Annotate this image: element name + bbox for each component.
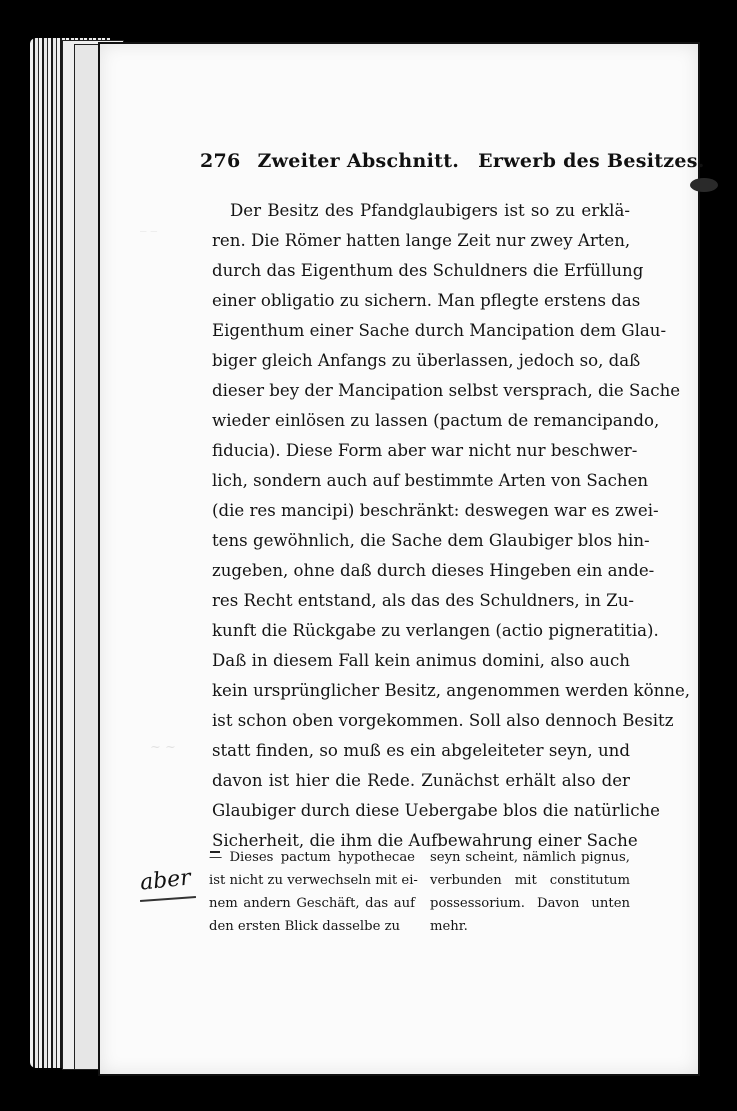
text-line: fiducia). Diese Form aber war nicht nur beschwer- (212, 441, 638, 460)
text-line: (die res mancipi) beschränkt: deswegen war es zwei- (212, 501, 659, 520)
handwritten-margin-note: aber (138, 865, 192, 896)
text-line: Glaubiger durch diese Uebergabe blos die natürliche (212, 801, 661, 820)
text-line: Sicherheit, die ihm die Aufbewahrung einer Sache (212, 831, 638, 850)
footnote-line: possessorium. Davon unten (430, 896, 630, 911)
text-line: kein ursprünglicher Besitz, angenommen werden könne, (212, 681, 691, 700)
text-line: Der Besitz des Pfandglaubigers ist so zu erklä- (230, 201, 630, 220)
text-line: wieder einlösen zu lassen (pactum de remancipando, (212, 411, 660, 430)
section-label: Zweiter Abschnitt. (257, 150, 460, 172)
text-line: ist schon oben vorgekommen. Soll also dennoch Besitz (212, 711, 674, 730)
footnote-line: mehr. (430, 919, 468, 934)
footnote-line: verbunden mit constitutum (430, 873, 630, 888)
text-line: biger gleich Anfangs zu überlassen, jedoch so, daß (212, 351, 641, 370)
footnote-line: den ersten Blick dasselbe zu (209, 919, 401, 934)
body-text (212, 196, 691, 856)
text-line: Eigenthum einer Sache durch Mancipation dem Glau- (212, 321, 667, 340)
text-line: statt finden, so muß es ein abgeleiteter seyn, und (212, 741, 630, 760)
footnote-line: seyn scheint, nämlich pignus, (430, 850, 630, 865)
footnote-line: — Dieses pactum hypothecae (209, 850, 415, 865)
text-line: durch das Eigenthum des Schuldners die Erfüllung (212, 261, 644, 280)
text-line: davon ist hier die Rede. Zunächst erhält also der (212, 771, 630, 790)
footnote-line: nem andern Geschäft, das auf (209, 896, 415, 911)
footnote-line: ist nicht zu verwechseln mit ei- (209, 873, 418, 888)
bleed-through-mark: ‾ ‾ (140, 230, 158, 245)
text-line: dieser bey der Mancipation selbst versprach, die Sache (212, 381, 681, 400)
chapter-title: Erwerb des Besitzes. (478, 150, 705, 172)
text-line: lich, sondern auch auf bestimmte Arten von Sachen (212, 471, 649, 490)
text-line: kunft die Rückgabe zu verlangen (actio pigneratitia). (212, 621, 659, 640)
text-line: einer obligatio zu sichern. Man pflegte erstens das (212, 291, 641, 310)
running-head (200, 150, 705, 172)
page-number: 276 (200, 150, 241, 172)
text-line: tens gewöhnlich, die Sache dem Glaubiger blos hin- (212, 531, 650, 550)
text-line: zugeben, ohne daß durch dieses Hingeben ein ande- (212, 561, 655, 580)
bleed-through-mark: ~ ~ (150, 740, 176, 755)
text-line: Daß in diesem Fall kein animus domini, also auch (212, 651, 630, 670)
footnote-left-column (209, 846, 418, 938)
footnote-right-column (430, 846, 630, 938)
text-line: res Recht entstand, als das des Schuldners, in Zu- (212, 591, 634, 610)
page-tab-mark (690, 178, 718, 192)
text-line: ren. Die Römer hatten lange Zeit nur zwey Arten, (212, 231, 631, 250)
